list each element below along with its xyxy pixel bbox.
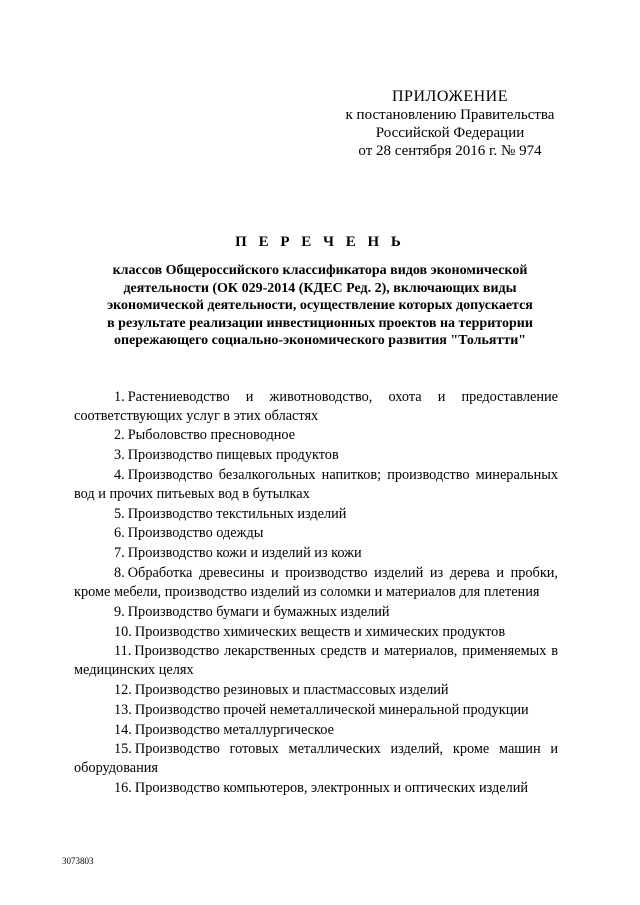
activity-list bbox=[74, 388, 558, 799]
list-item-text: Производство прочей неметаллической минеральной продукции bbox=[134, 701, 529, 718]
subtitle-line: экономической деятельности, осуществление которых допускается bbox=[107, 298, 533, 313]
list-item-text: Производство химических веществ и химических продуктов bbox=[134, 623, 506, 640]
list-item-text: Производство резиновых и пластмассовых изделий bbox=[134, 681, 449, 698]
appendix-line-2: Российской Федерации bbox=[375, 125, 525, 141]
list-item bbox=[74, 524, 558, 543]
list-item-text: Растениеводство и животноводство, охота и предоставление соответствующих услуг в этих областях bbox=[74, 389, 558, 424]
list-item-text: Производство компьютеров, электронных и оптических изделий bbox=[134, 779, 529, 796]
list-item-number: 6. bbox=[114, 525, 125, 542]
list-item-text: Производство металлургическое bbox=[134, 721, 334, 738]
document-title: П Е Р Е Ч Е Н Ь bbox=[235, 234, 405, 250]
list-item-number: 5. bbox=[114, 505, 125, 522]
list-item-number: 4. bbox=[114, 467, 125, 484]
list-item-number: 3. bbox=[114, 447, 125, 464]
list-item-number: 7. bbox=[114, 545, 125, 562]
list-item-number: 2. bbox=[114, 427, 125, 444]
list-item-number: 13. bbox=[114, 701, 132, 718]
appendix-title: ПРИЛОЖЕНИЕ bbox=[391, 88, 508, 105]
list-item bbox=[74, 681, 558, 700]
list-item-text: Обработка древесины и производство изделий из дерева и пробки, кроме мебели, производство изделий из соломки и материалов для плетения bbox=[74, 565, 558, 600]
subtitle-line: опережающего социально-экономического развития "Тольятти" bbox=[113, 333, 527, 348]
list-item-text: Производство безалкогольных напитков; производство минеральных вод и прочих питьевых вод в бутылках bbox=[74, 467, 558, 502]
list-item bbox=[74, 642, 558, 679]
list-item bbox=[74, 544, 558, 563]
document-subtitle bbox=[70, 262, 570, 350]
list-item bbox=[74, 740, 558, 777]
list-item-number: 10. bbox=[114, 623, 132, 640]
list-item-number: 14. bbox=[114, 721, 132, 738]
list-item bbox=[74, 701, 558, 720]
list-item-text: Рыболовство пресноводное bbox=[127, 427, 296, 444]
list-item-number: 11. bbox=[114, 643, 132, 660]
list-item-number: 1. bbox=[114, 389, 125, 405]
appendix-header bbox=[300, 88, 600, 160]
appendix-line-1: к постановлению Правительства bbox=[345, 107, 555, 123]
list-item bbox=[74, 466, 558, 503]
subtitle-line: в результате реализации инвестиционных проектов на территории bbox=[107, 315, 533, 331]
list-item-number: 16. bbox=[114, 779, 132, 796]
list-item-text: Производство пищевых продуктов bbox=[127, 447, 339, 464]
list-item-text: Производство лекарственных средств и материалов, применяемых в медицинских целях bbox=[74, 643, 558, 678]
list-item-number: 15. bbox=[114, 741, 132, 758]
list-item-text: Производство бумаги и бумажных изделий bbox=[127, 603, 390, 620]
subtitle-line: деятельности (ОК 029-2014 (КДЕС Ред. 2), включающих виды bbox=[123, 280, 517, 296]
list-item-number: 8. bbox=[114, 565, 125, 582]
list-item-text: Производство текстильных изделий bbox=[127, 505, 347, 522]
list-item-text: Производство одежды bbox=[127, 525, 264, 542]
list-item bbox=[74, 426, 558, 445]
list-item bbox=[74, 564, 558, 601]
appendix-line-3: от 28 сентября 2016 г. № 974 bbox=[358, 143, 542, 159]
list-item bbox=[74, 505, 558, 524]
list-item bbox=[74, 779, 558, 798]
list-item bbox=[74, 623, 558, 642]
list-item bbox=[74, 603, 558, 622]
list-item-text: Производство готовых металлических изделий, кроме машин и оборудования bbox=[74, 741, 558, 776]
subtitle-line: классов Общероссийского классификатора видов экономической bbox=[112, 263, 528, 278]
list-item bbox=[74, 446, 558, 465]
document-code: 3073803 bbox=[62, 856, 94, 866]
list-item bbox=[74, 388, 558, 425]
list-item-number: 9. bbox=[114, 603, 125, 620]
list-item-text: Производство кожи и изделий из кожи bbox=[127, 545, 362, 562]
list-item bbox=[74, 721, 558, 740]
list-item-number: 12. bbox=[114, 681, 132, 698]
